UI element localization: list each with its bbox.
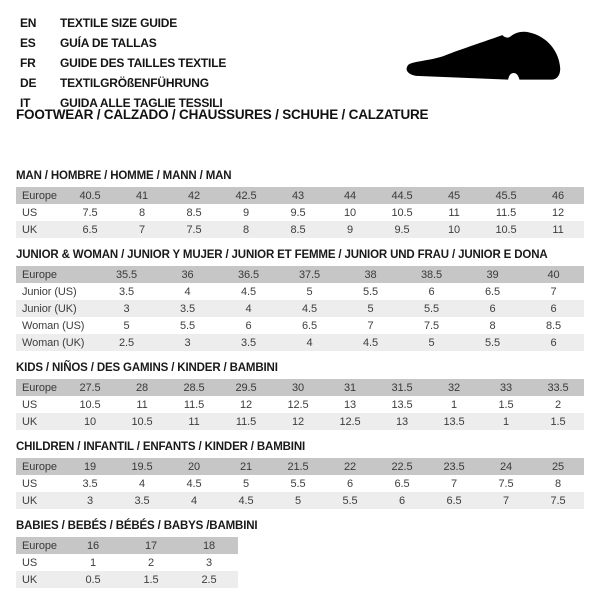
table-row — [16, 396, 584, 413]
size-cell: 7.5 — [82, 206, 98, 219]
language-label: TEXTILE SIZE GUIDE — [60, 16, 178, 30]
size-cell: 46 — [532, 187, 584, 204]
size-cell: 22 — [324, 458, 376, 475]
size-cell: 1 — [480, 413, 532, 430]
size-cell: 8.5 — [546, 319, 561, 332]
size-cell: 43 — [272, 187, 324, 204]
size-cell: 9 — [324, 221, 376, 238]
size-cell: 38.5 — [401, 266, 462, 283]
row-label: US — [22, 477, 38, 490]
size-cell: 13.5 — [391, 398, 413, 411]
table-row — [16, 492, 584, 509]
size-table-section — [16, 169, 584, 238]
size-cell: 11 — [532, 221, 584, 238]
size-table-section — [16, 248, 584, 351]
size-cell: 4 — [168, 492, 220, 509]
size-cell: 12 — [239, 398, 253, 411]
size-cell: 6.5 — [64, 221, 116, 238]
size-cell: 38 — [340, 266, 401, 283]
size-cell: 18 — [180, 537, 238, 554]
size-cell: 36.5 — [218, 266, 279, 283]
size-cell: 45 — [428, 187, 480, 204]
language-code: FR — [20, 56, 36, 70]
size-cell: 7.5 — [532, 492, 584, 509]
size-cell: 7 — [480, 492, 532, 509]
size-cell: 2 — [147, 556, 155, 569]
size-cell: 20 — [168, 458, 220, 475]
size-cell: 25 — [532, 458, 584, 475]
size-cell: 28.5 — [168, 379, 220, 396]
size-cell: 7 — [550, 285, 557, 298]
size-table — [16, 537, 238, 588]
table-row — [16, 204, 584, 221]
size-table-section — [16, 519, 584, 588]
size-cell: 6 — [462, 300, 523, 317]
size-cell: 7 — [367, 319, 374, 332]
size-cell: 4 — [218, 300, 279, 317]
language-label: GUÍA DE TALLAS — [60, 36, 157, 50]
size-cell: 10 — [343, 206, 357, 219]
size-cell: 8.5 — [186, 206, 202, 219]
category-heading: FOOTWEAR / CALZADO / CHAUSSURES / SCHUHE / CALZATURE — [16, 107, 429, 122]
row-label: UK — [16, 221, 64, 238]
table-title: MAN / HOMBRE / HOMME / MANN / MAN — [16, 170, 232, 182]
language-row — [20, 53, 226, 73]
size-cell: 9.5 — [290, 206, 306, 219]
size-cell: 10.5 — [116, 413, 168, 430]
size-cell: 8 — [554, 477, 562, 490]
table-row — [16, 334, 584, 351]
size-cell: 0.5 — [64, 571, 122, 588]
size-cell: 8 — [489, 319, 496, 332]
language-code: EN — [20, 16, 37, 30]
size-cell: 42.5 — [220, 187, 272, 204]
row-label: Europe — [16, 537, 64, 554]
size-cell: 13.5 — [428, 413, 480, 430]
size-table-section — [16, 440, 584, 509]
size-cell: 3.5 — [157, 300, 218, 317]
row-label: US — [22, 398, 38, 411]
language-label: TEXTILGRÖßENFÜHRUNG — [60, 76, 209, 90]
table-row — [16, 475, 584, 492]
table-row — [16, 300, 584, 317]
size-cell: 6.5 — [302, 319, 317, 332]
size-cell: 33.5 — [532, 379, 584, 396]
size-cell: 19.5 — [116, 458, 168, 475]
size-cell: 13 — [343, 398, 357, 411]
size-tables — [16, 163, 584, 598]
size-cell: 8 — [220, 221, 272, 238]
size-table — [16, 458, 584, 509]
table-row — [16, 537, 238, 554]
size-cell: 5 — [242, 477, 250, 490]
size-cell: 19 — [64, 458, 116, 475]
size-cell: 6 — [245, 319, 252, 332]
size-table — [16, 379, 584, 430]
row-label: US — [22, 206, 38, 219]
size-cell: 11.5 — [220, 413, 272, 430]
size-cell: 5 — [306, 285, 313, 298]
size-cell: 10.5 — [391, 206, 413, 219]
size-cell: 5.5 — [290, 477, 306, 490]
size-cell: 27.5 — [64, 379, 116, 396]
row-label: Woman (US) — [22, 319, 85, 332]
table-row — [16, 458, 584, 475]
size-cell: 23.5 — [428, 458, 480, 475]
table-title: JUNIOR & WOMAN / JUNIOR Y MUJER / JUNIOR ET FEMME / JUNIOR UND FRAU / JUNIOR E DONA — [16, 249, 548, 261]
size-cell: 5 — [123, 319, 130, 332]
size-table — [16, 266, 584, 351]
language-row — [20, 13, 226, 33]
size-cell: 40.5 — [64, 187, 116, 204]
size-cell: 6.5 — [428, 492, 480, 509]
row-label: UK — [16, 571, 64, 588]
table-title: KIDS / NIÑOS / DES GAMINS / KINDER / BAMBINI — [16, 362, 278, 374]
size-cell: 11.5 — [495, 206, 517, 219]
size-cell: 3 — [96, 300, 157, 317]
size-cell: 44 — [324, 187, 376, 204]
size-cell: 8 — [138, 206, 146, 219]
size-cell: 4.5 — [186, 477, 202, 490]
size-cell: 2 — [554, 398, 562, 411]
size-cell: 1.5 — [122, 571, 180, 588]
table-row — [16, 266, 584, 283]
row-label: Europe — [16, 458, 64, 475]
size-cell: 31 — [324, 379, 376, 396]
size-cell: 4.5 — [340, 334, 401, 351]
size-cell: 32 — [428, 379, 480, 396]
size-cell: 21.5 — [272, 458, 324, 475]
size-cell: 16 — [64, 537, 122, 554]
row-label: Woman (UK) — [16, 334, 96, 351]
size-cell: 1 — [89, 556, 97, 569]
table-row — [16, 379, 584, 396]
size-cell: 6.5 — [485, 285, 500, 298]
size-cell: 5 — [272, 492, 324, 509]
row-label: UK — [16, 492, 64, 509]
language-list — [20, 13, 226, 113]
size-cell: 7.5 — [498, 477, 514, 490]
size-cell: 42 — [168, 187, 220, 204]
size-cell: 17 — [122, 537, 180, 554]
size-cell: 6 — [376, 492, 428, 509]
language-label: GUIDE DES TAILLES TEXTILE — [60, 56, 227, 70]
size-cell: 6 — [523, 300, 584, 317]
size-cell: 11 — [168, 413, 220, 430]
size-cell: 40 — [523, 266, 584, 283]
size-cell: 5.5 — [363, 285, 378, 298]
size-cell: 24 — [480, 458, 532, 475]
size-cell: 11 — [136, 398, 148, 411]
size-cell: 4.5 — [241, 285, 256, 298]
size-cell: 5 — [401, 334, 462, 351]
table-row — [16, 317, 584, 334]
size-cell: 2.5 — [96, 334, 157, 351]
size-cell: 4 — [184, 285, 191, 298]
size-cell: 4 — [138, 477, 146, 490]
size-cell: 12 — [551, 206, 565, 219]
language-row — [20, 33, 226, 53]
size-cell: 39 — [462, 266, 523, 283]
table-row — [16, 571, 238, 588]
size-cell: 33 — [480, 379, 532, 396]
size-cell: 3 — [205, 556, 213, 569]
row-label: Europe — [16, 266, 96, 283]
table-row — [16, 187, 584, 204]
size-cell: 11 — [448, 206, 460, 219]
row-label: Junior (US) — [22, 285, 77, 298]
size-cell: 3.5 — [82, 477, 98, 490]
size-cell: 22.5 — [376, 458, 428, 475]
row-label: Europe — [16, 187, 64, 204]
language-row — [20, 73, 226, 93]
size-cell: 12.5 — [287, 398, 309, 411]
table-title: BABIES / BEBÉS / BÉBÉS / BABYS /BAMBINI — [16, 520, 258, 532]
shoe-silhouette — [407, 32, 561, 80]
size-cell: 35.5 — [96, 266, 157, 283]
table-row — [16, 554, 238, 571]
size-cell: 4.5 — [220, 492, 272, 509]
size-cell: 10.5 — [480, 221, 532, 238]
size-cell: 4 — [279, 334, 340, 351]
size-cell: 5 — [340, 300, 401, 317]
size-cell: 10.5 — [79, 398, 101, 411]
size-cell: 36 — [157, 266, 218, 283]
shoe-icon — [402, 24, 582, 88]
size-cell: 3 — [157, 334, 218, 351]
size-cell: 6.5 — [394, 477, 410, 490]
size-cell: 5.5 — [180, 319, 195, 332]
size-cell: 5.5 — [462, 334, 523, 351]
size-cell: 28 — [116, 379, 168, 396]
size-cell: 45.5 — [480, 187, 532, 204]
size-cell: 29.5 — [220, 379, 272, 396]
row-label: US — [22, 556, 38, 569]
table-row — [16, 221, 584, 238]
language-code: IT — [20, 96, 31, 110]
size-cell: 21 — [220, 458, 272, 475]
size-cell: 9.5 — [376, 221, 428, 238]
size-cell: 7.5 — [424, 319, 439, 332]
size-cell: 31.5 — [376, 379, 428, 396]
language-code: ES — [20, 36, 36, 50]
size-cell: 10 — [428, 221, 480, 238]
size-cell: 30 — [272, 379, 324, 396]
size-cell: 7 — [116, 221, 168, 238]
size-cell: 6 — [523, 334, 584, 351]
size-cell: 10 — [64, 413, 116, 430]
table-row — [16, 413, 584, 430]
size-cell: 2.5 — [180, 571, 238, 588]
size-table-section — [16, 361, 584, 430]
size-cell: 11.5 — [183, 398, 205, 411]
size-cell: 1.5 — [532, 413, 584, 430]
size-cell: 37.5 — [279, 266, 340, 283]
size-cell: 3 — [64, 492, 116, 509]
size-cell: 13 — [376, 413, 428, 430]
size-cell: 6 — [346, 477, 354, 490]
row-label: Junior (UK) — [16, 300, 96, 317]
size-cell: 7.5 — [168, 221, 220, 238]
size-cell: 7 — [450, 477, 458, 490]
size-cell: 12 — [272, 413, 324, 430]
size-cell: 3.5 — [116, 492, 168, 509]
size-cell: 1.5 — [498, 398, 514, 411]
size-cell: 3.5 — [119, 285, 134, 298]
size-cell: 5.5 — [324, 492, 376, 509]
table-title: CHILDREN / INFANTIL / ENFANTS / KINDER / BAMBINI — [16, 441, 306, 453]
size-cell: 12.5 — [324, 413, 376, 430]
size-cell: 44.5 — [376, 187, 428, 204]
table-row — [16, 283, 584, 300]
size-cell: 4.5 — [279, 300, 340, 317]
size-cell: 3.5 — [218, 334, 279, 351]
row-label: UK — [16, 413, 64, 430]
language-label: GUIDA ALLE TAGLIE TESSILI — [60, 96, 223, 110]
size-table — [16, 187, 584, 238]
row-label: Europe — [16, 379, 64, 396]
language-code: DE — [20, 76, 37, 90]
size-cell: 5.5 — [401, 300, 462, 317]
size-cell: 8.5 — [272, 221, 324, 238]
size-cell: 9 — [242, 206, 250, 219]
size-cell: 41 — [116, 187, 168, 204]
size-cell: 6 — [428, 285, 435, 298]
size-cell: 1 — [450, 398, 458, 411]
